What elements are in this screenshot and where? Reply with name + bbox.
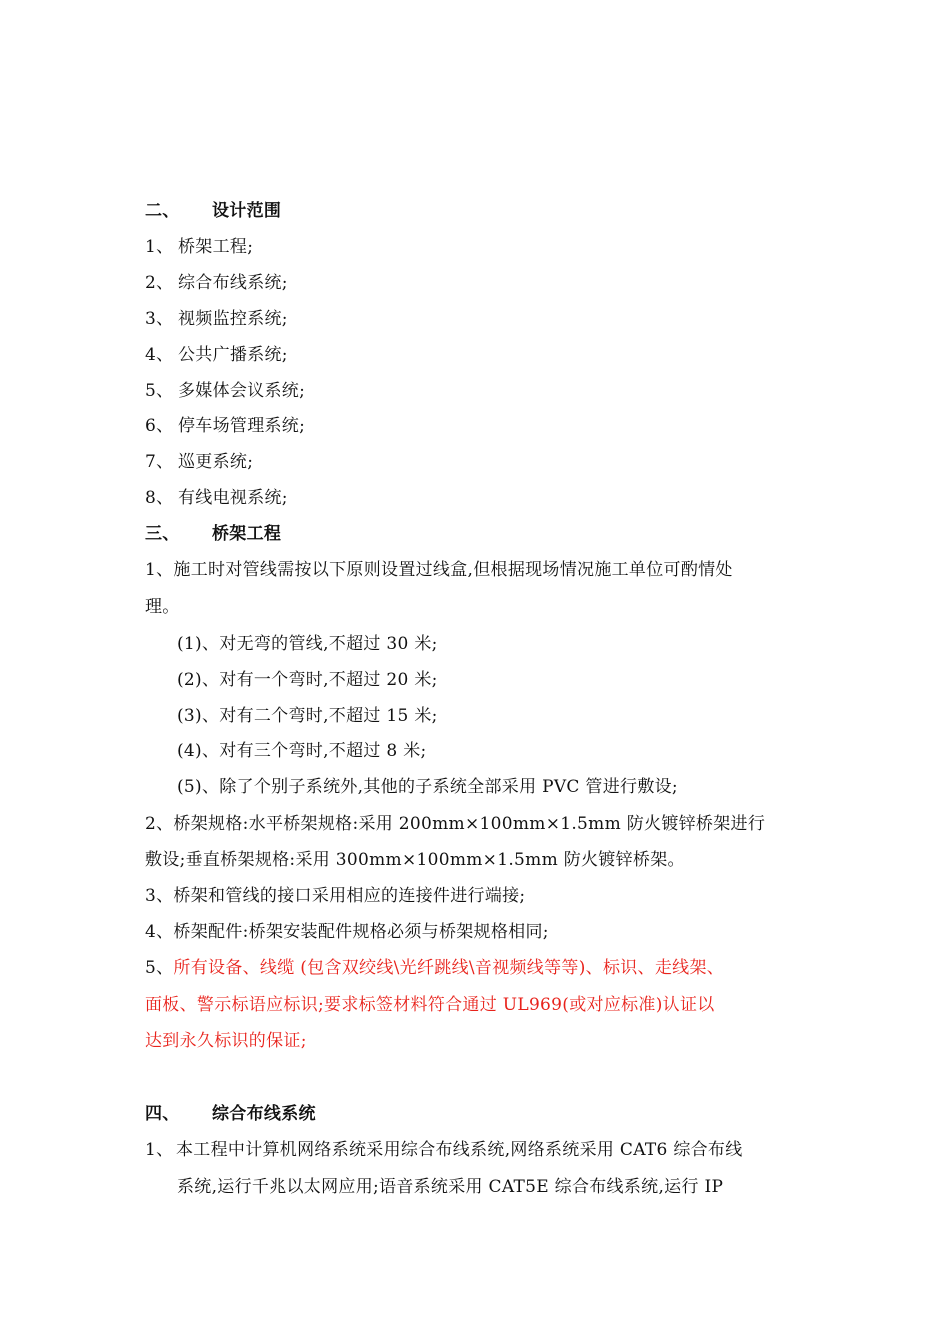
list-item-text: 视频监控系统; (178, 309, 288, 329)
section-heading-design-scope (145, 200, 281, 222)
paragraph-line: 系统,运行千兆以太网应用;语音系统采用 CAT5E 综合布线系统,运行 IP (177, 1177, 724, 1197)
list-item-text: 停车场管理系统; (178, 416, 306, 436)
list-item (145, 415, 305, 437)
section-title: 综合布线系统 (212, 1104, 316, 1124)
list-item (145, 487, 288, 509)
highlighted-text: 达到永久标识的保证; (145, 1031, 307, 1051)
section-number: 三、 (145, 524, 180, 544)
list-item-text: 多媒体会议系统; (178, 381, 306, 401)
list-item-number: 5、 (145, 381, 174, 401)
paragraph-line: 3、桥架和管线的接口采用相应的连接件进行端接; (145, 886, 526, 906)
sub-list-item: (2)、对有一个弯时,不超过 20 米; (177, 670, 438, 690)
list-item-number: 6、 (145, 416, 174, 436)
paragraph-line: 敷设;垂直桥架规格:采用 300mm×100mm×1.5mm 防火镀锌桥架。 (145, 850, 685, 870)
paragraph-line: 1、施工时对管线需按以下原则设置过线盒,但根据现场情况施工单位可酌情处 (145, 560, 733, 580)
list-item-number: 1、 (145, 237, 174, 257)
sub-list-item: (1)、对无弯的管线,不超过 30 米; (177, 634, 438, 654)
list-item-number: 8、 (145, 488, 174, 508)
sub-list-item: (5)、除了个别子系统外,其他的子系统全部采用 PVC 管进行敷设; (177, 777, 678, 797)
list-item (145, 308, 288, 330)
list-item-text: 桥架工程; (178, 237, 254, 257)
section-number: 二、 (145, 201, 180, 221)
paragraph-number: 5、 (145, 958, 174, 978)
sub-list-item: (3)、对有二个弯时,不超过 15 米; (177, 706, 438, 726)
paragraph-text: 本工程中计算机网络系统采用综合布线系统,网络系统采用 CAT6 综合布线 (176, 1140, 743, 1160)
list-item (145, 344, 288, 366)
section-heading-cabling-system (145, 1103, 316, 1125)
section-title: 桥架工程 (212, 524, 282, 544)
list-item (145, 451, 253, 473)
list-item-number: 3、 (145, 309, 174, 329)
section-title: 设计范围 (212, 201, 282, 221)
list-item-text: 巡更系统; (178, 452, 254, 472)
section-number: 四、 (145, 1104, 180, 1124)
paragraph-line: 2、桥架规格:水平桥架规格:采用 200mm×100mm×1.5mm 防火镀锌桥架进行 (145, 814, 766, 834)
list-item-number: 7、 (145, 452, 174, 472)
list-item (145, 272, 288, 294)
list-item-text: 有线电视系统; (178, 488, 288, 508)
highlighted-text: 面板、警示标语应标识;要求标签材料符合通过 UL969(或对应标准)认证以 (145, 995, 715, 1015)
sub-list-item: (4)、对有三个弯时,不超过 8 米; (177, 741, 427, 761)
paragraph-line (145, 1139, 743, 1161)
list-item-number: 2、 (145, 273, 174, 293)
list-item-text: 综合布线系统; (178, 273, 288, 293)
section-heading-bridge-engineering (145, 523, 281, 545)
paragraph-line: 理。 (145, 597, 180, 617)
list-item-text: 公共广播系统; (178, 345, 288, 365)
highlighted-text: 所有设备、线缆 (包含双绞线\光纤跳线\音视频线等等)、标识、走线架、 (173, 958, 725, 978)
paragraph-line: 4、桥架配件:桥架安装配件规格必须与桥架规格相同; (145, 922, 549, 942)
paragraph-line (145, 957, 724, 979)
list-item (145, 380, 305, 402)
list-item (145, 236, 253, 258)
list-item-number: 4、 (145, 345, 174, 365)
paragraph-number: 1、 (145, 1140, 174, 1160)
